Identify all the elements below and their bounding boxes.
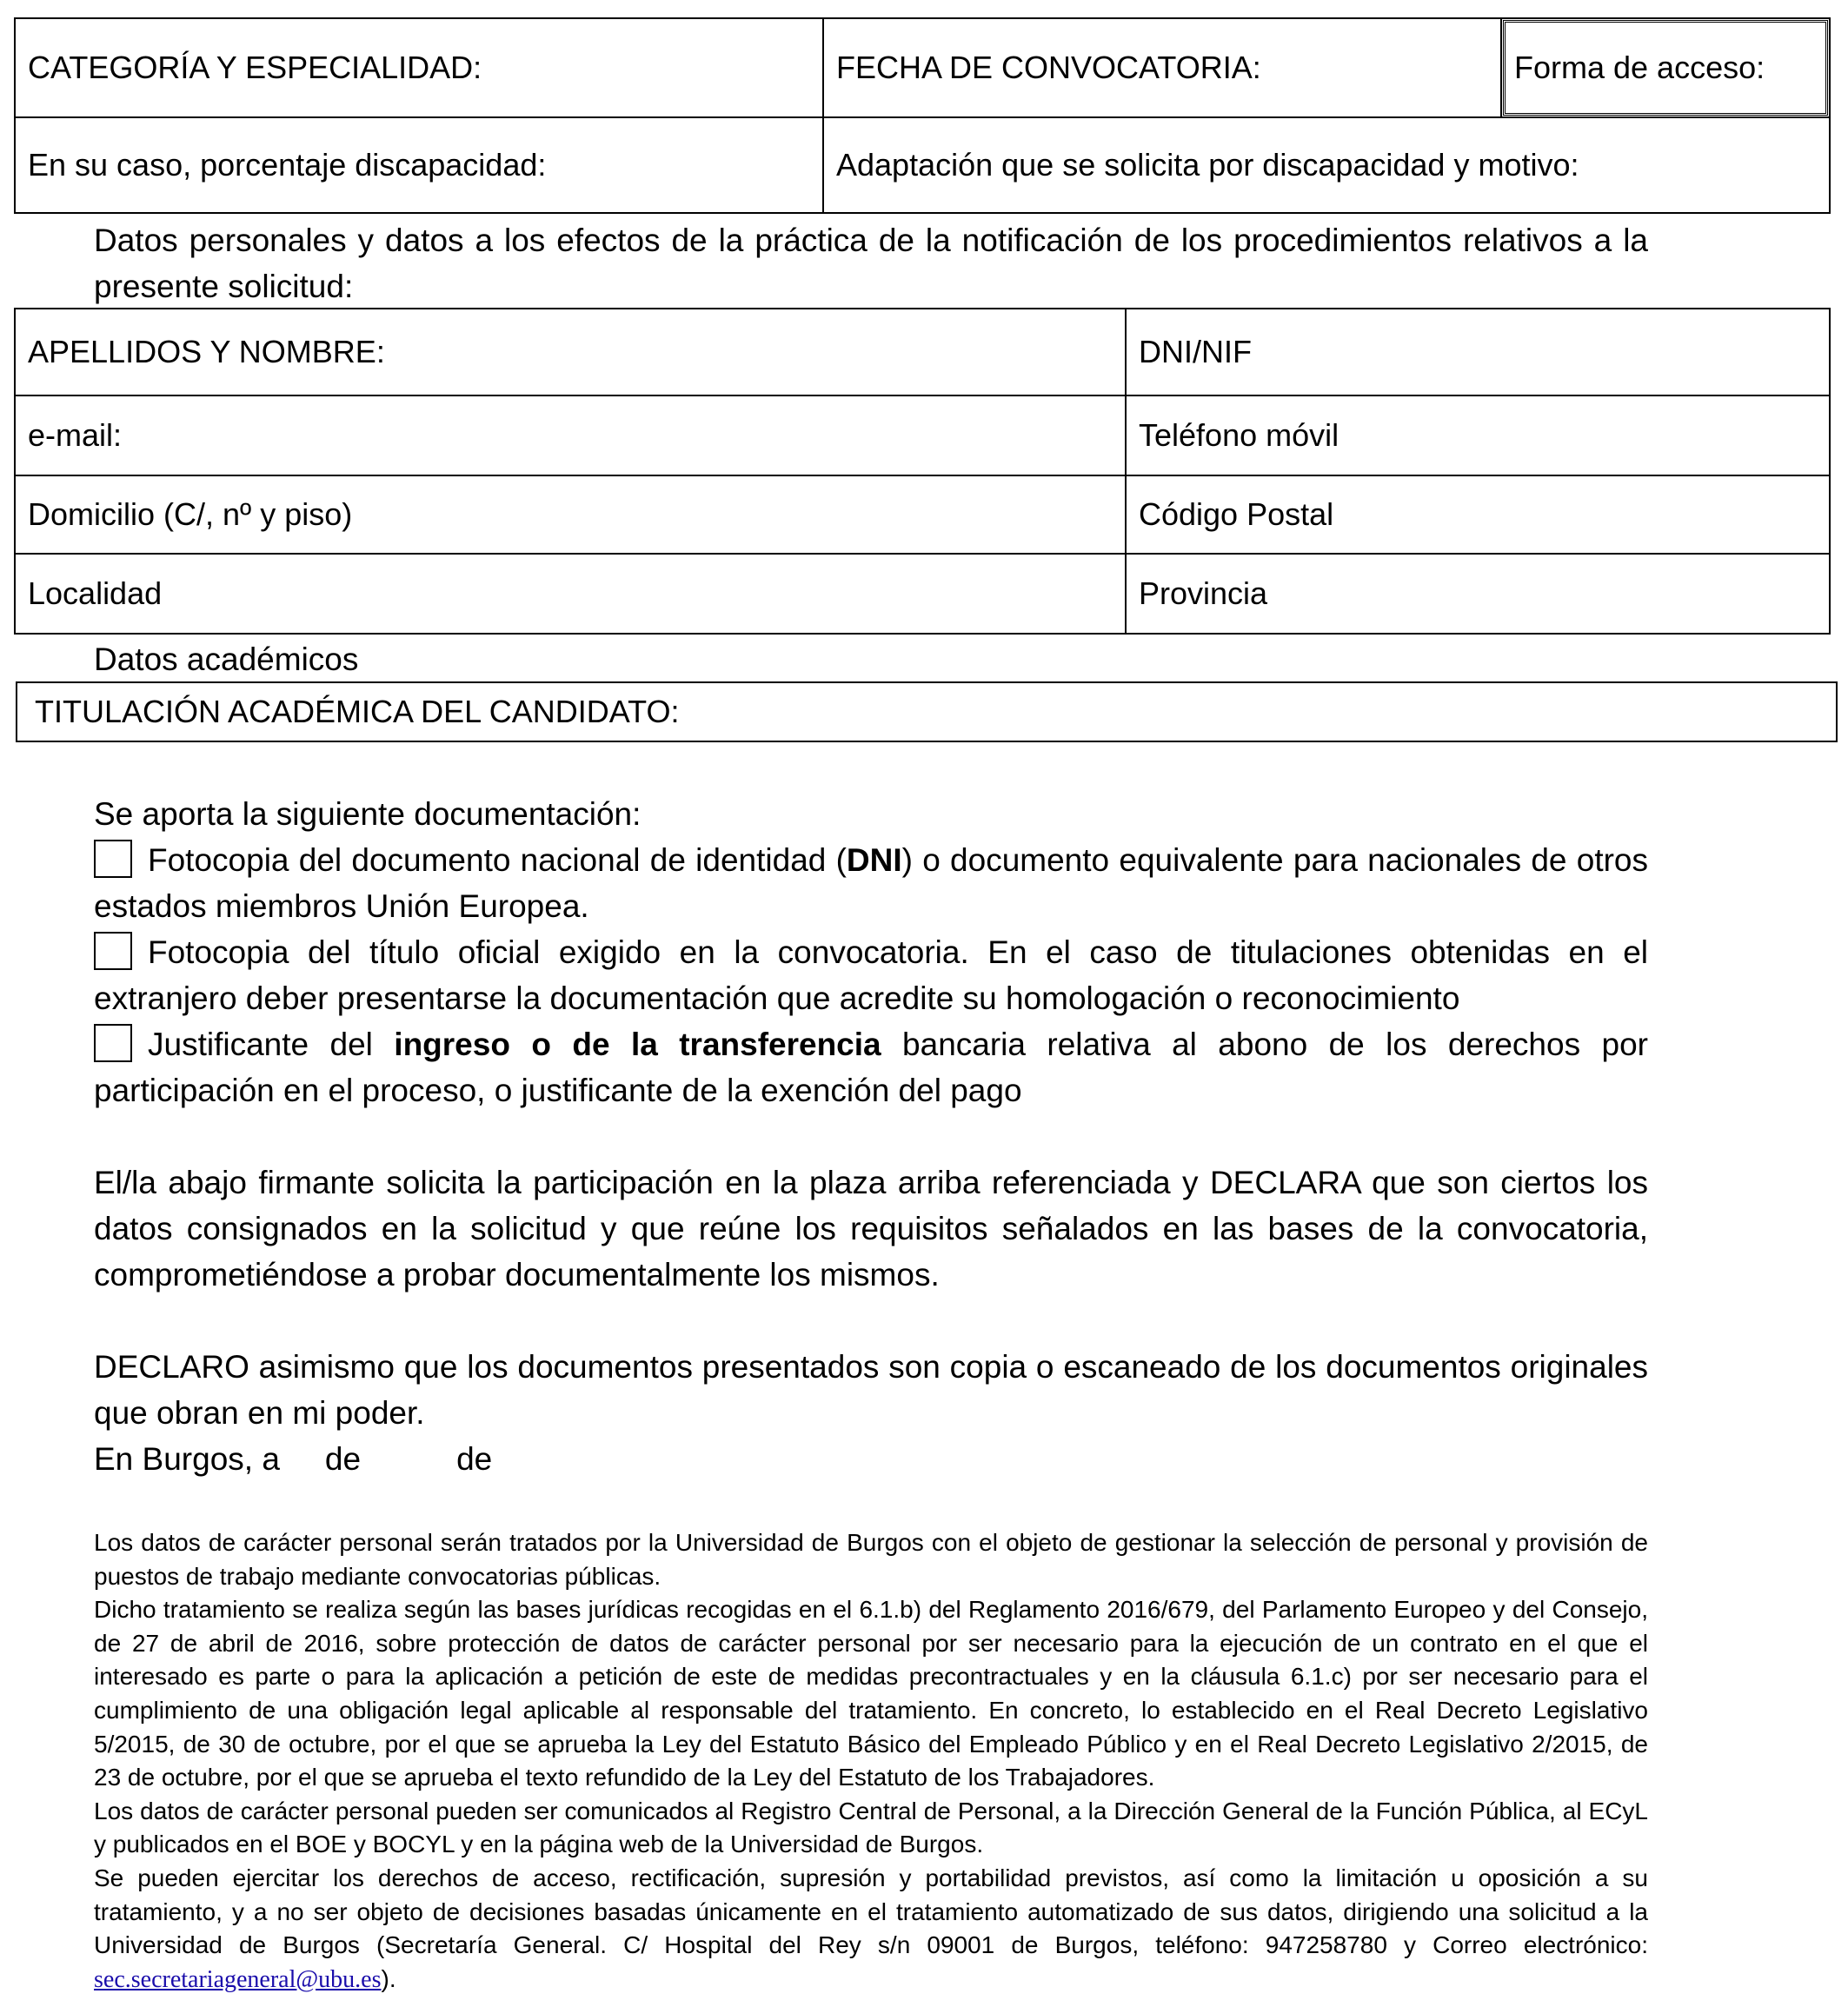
forma-acceso-label: Forma de acceso:: [1514, 50, 1765, 85]
date-de-2: de: [456, 1441, 493, 1477]
privacy-paragraph-4-end: ).: [381, 1964, 396, 1992]
fecha-convocatoria-field[interactable]: [822, 17, 1502, 118]
doc-dni-text-1: Fotocopia del documento nacional de identidad (: [148, 842, 847, 878]
domicilio-field[interactable]: [14, 475, 1127, 555]
forma-acceso-field[interactable]: [1500, 17, 1831, 118]
privacy-paragraph-3: Los datos de carácter personal pueden ser comunicados al Registro Central de Personal, a la Dirección General de la Función Pública, al ECyL y publicados en el BOE y BOCYL y en la página web de la Universidad de Burgos.: [94, 1797, 1648, 1858]
checkbox-titulo[interactable]: [94, 932, 132, 970]
localidad-label: Localidad: [28, 575, 163, 611]
doc-titulo-text: Fotocopia del título oficial exigido en la convocatoria. En el caso de titulaciones obtenidas en el extranjero deber presentarse la documentación que acredite su homologación o reconocimiento: [94, 934, 1648, 1016]
checkbox-dni[interactable]: [94, 840, 132, 878]
fecha-convocatoria-label: FECHA DE CONVOCATORIA:: [836, 50, 1261, 85]
documentation-intro: Se aporta la siguiente documentación:: [94, 796, 641, 832]
adaptacion-label: Adaptación que se solicita por discapacidad y motivo:: [836, 147, 1579, 183]
discapacidad-label: En su caso, porcentaje discapacidad:: [28, 147, 547, 183]
apellidos-nombre-label: APELLIDOS Y NOMBRE:: [28, 334, 385, 369]
email-field[interactable]: [14, 395, 1127, 476]
date-de-1: de: [324, 1441, 362, 1477]
discapacidad-field[interactable]: [14, 116, 824, 214]
localidad-field[interactable]: [14, 553, 1127, 635]
telefono-movil-field[interactable]: [1125, 395, 1831, 476]
adaptacion-field[interactable]: [822, 116, 1831, 214]
place-prefix: En Burgos, a: [94, 1441, 280, 1477]
provincia-label: Provincia: [1139, 575, 1268, 611]
doc-dni-bold: DNI: [846, 842, 902, 878]
dni-nif-label: DNI/NIF: [1139, 334, 1252, 369]
categoria-label: CATEGORÍA Y ESPECIALIDAD:: [28, 50, 482, 85]
privacy-paragraph-1: Los datos de carácter personal serán tratados por la Universidad de Burgos con el objeto de gestionar la selección de personal y provisión de puestos de trabajo mediante convocatorias públicas.: [94, 1529, 1648, 1590]
personal-data-intro: Datos personales y datos a los efectos de la práctica de la notificación de los procedimientos relativos a la presente solicitud:: [94, 223, 1648, 304]
doc-item-justificante: [94, 1021, 1648, 1113]
provincia-field[interactable]: [1125, 553, 1831, 635]
domicilio-label: Domicilio (C/, nº y piso): [28, 496, 353, 532]
privacy-paragraph-2: Dicho tratamiento se realiza según las bases jurídicas recogidas en el 6.1.b) del Reglamento 2016/679, del Parlamento Europeo y del Consejo, de 27 de abril de 2016, sobre protección de datos de carácter personal por ser necesario para la ejecución de un contrato en el que el interesado es parte o para la aplicación a petición de este de medidas precontractuales y en la cláusula 6.1.c) por ser necesario para el cumplimiento de una obligación legal aplicable al responsable del tratamiento. En concreto, lo establecido en el Real Decreto Legislativo 5/2015, de 30 de octubre, por el que se aprueba la Ley del Estatuto Básico del Empleado Público y en el Real Decreto Legislativo 2/2015, de 23 de octubre, por el que se aprueba el texto refundido de la Ley del Estatuto de los Trabajadores.: [94, 1596, 1648, 1791]
codigo-postal-label: Código Postal: [1139, 496, 1334, 532]
doc-justificante-bold: ingreso o de la transferencia: [394, 1027, 881, 1062]
doc-justificante-text-2: bancaria relativa al abono de los derechos por participación en el proceso, o justificante de la exención del pago: [94, 1027, 1648, 1108]
declaration-participation: El/la abajo firmante solicita la participación en la plaza arriba referenciada y DECLARA que son ciertos los datos consignados en la solicitud y que reúne los requisitos señalados en las bases de la convocatoria, comprometiéndose a probar documentalmente los mismos.: [94, 1165, 1648, 1293]
telefono-movil-label: Teléfono móvil: [1139, 417, 1339, 453]
privacy-paragraph-4: [94, 1862, 1648, 1997]
categoria-field[interactable]: [14, 17, 824, 118]
email-label: e-mail:: [28, 417, 123, 453]
place-date-line: [94, 1436, 492, 1482]
privacy-notice: [94, 1526, 1648, 1997]
documentation-section: [94, 791, 1648, 1113]
titulacion-label: TITULACIÓN ACADÉMICA DEL CANDIDATO:: [35, 694, 680, 729]
doc-justificante-text-1: Justificante del: [148, 1027, 395, 1062]
declaration-documents: DECLARO asimismo que los documentos presentados son copia o escaneado de los documentos originales que obran en mi poder.: [94, 1349, 1648, 1431]
privacy-paragraph-4-text: Se pueden ejercitar los derechos de acceso, rectificación, supresión y portabilidad previstos, así como la limitación u oposición a su tratamiento, y a no ser objeto de decisiones basadas únicamente en el tratamiento automatizado de sus datos, dirigiendo una solicitud a la Universidad de Burgos (Secretaría General. C/ Hospital del Rey s/n 09001 de Burgos, teléfono: 947258780 y Correo electrónico:: [94, 1864, 1648, 1959]
secretaria-email-link[interactable]: sec.secretariageneral@ubu.es: [94, 1965, 382, 1993]
dni-nif-field[interactable]: [1125, 308, 1831, 396]
apellidos-nombre-field[interactable]: [14, 308, 1127, 396]
academic-data-heading: Datos académicos: [94, 641, 359, 677]
titulacion-field[interactable]: [16, 681, 1838, 742]
doc-item-dni: [94, 837, 1648, 929]
doc-item-titulo: [94, 929, 1648, 1021]
checkbox-justificante[interactable]: [94, 1024, 132, 1062]
codigo-postal-field[interactable]: [1125, 475, 1831, 555]
doc-dni-text-2: ) o documento equivalente para nacionales de otros estados miembros Unión Europea.: [94, 842, 1648, 924]
